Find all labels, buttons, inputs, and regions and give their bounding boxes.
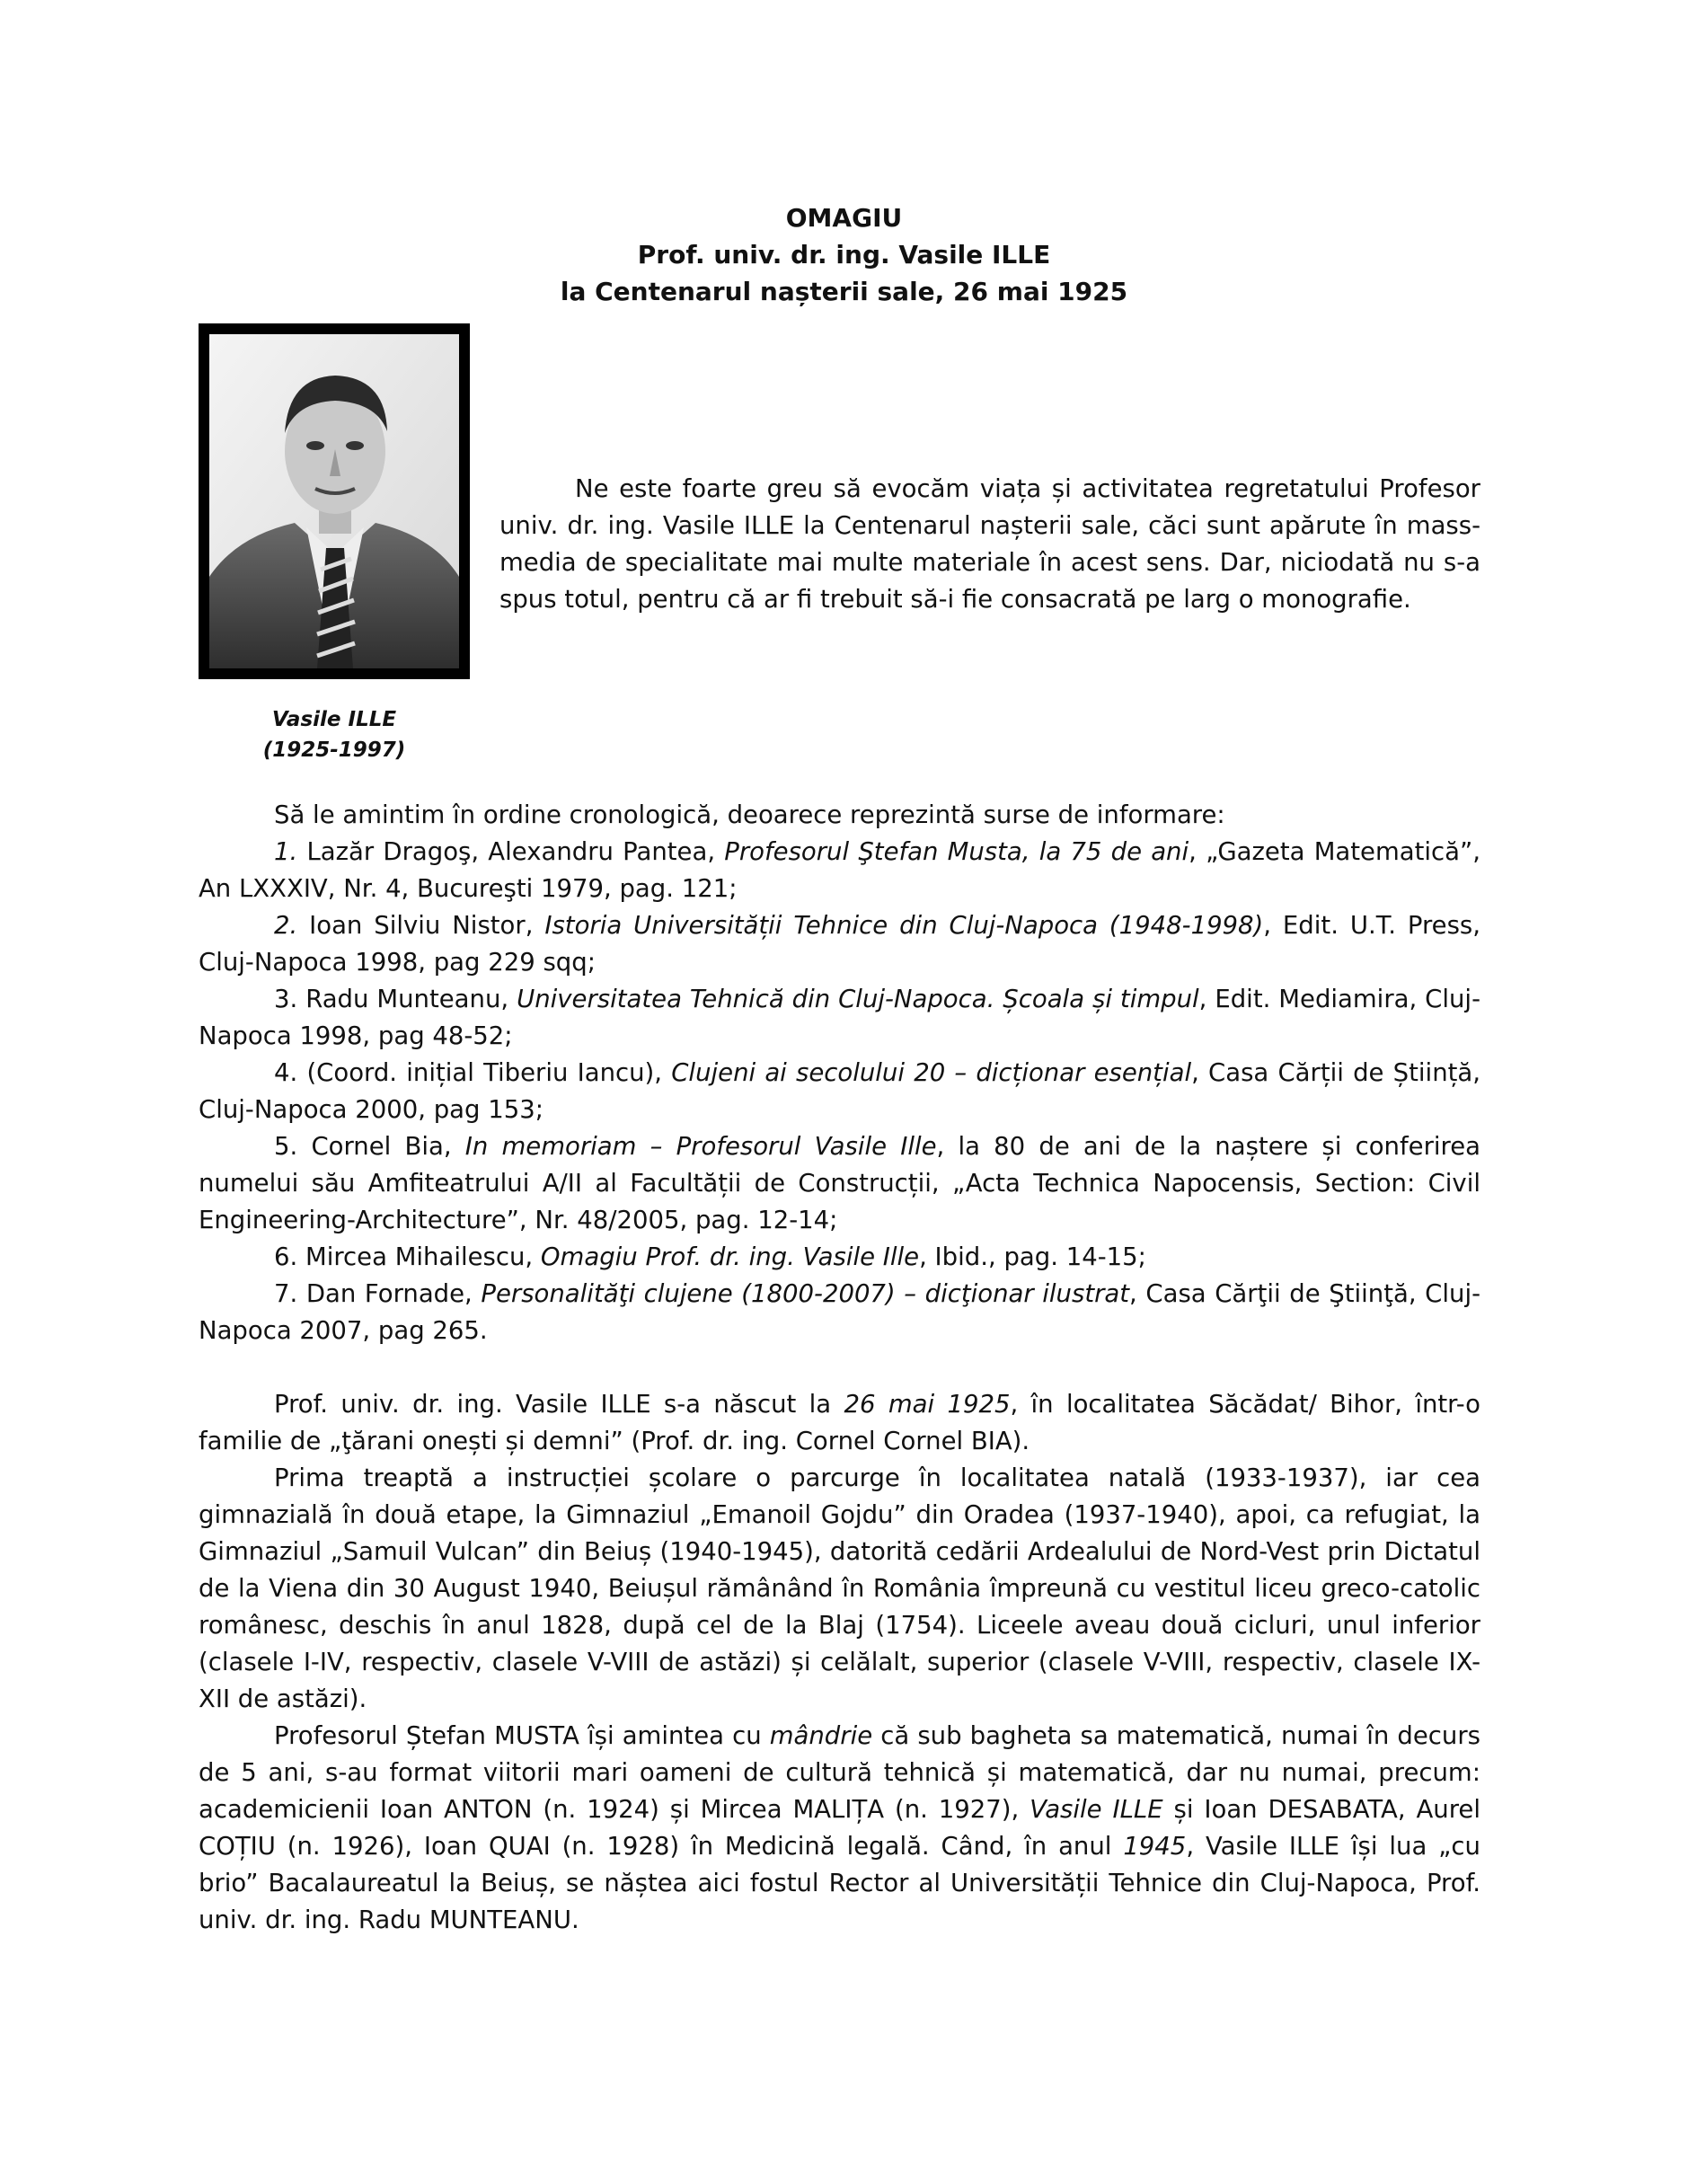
source-details: , Casa Cărții de Știință, Cluj-Napoca 2000, pag 153; <box>199 1058 1481 1124</box>
source-authors: Radu Munteanu, <box>297 985 517 1013</box>
bio-paragraph-1 <box>199 1386 1480 1460</box>
page-title <box>0 199 1688 310</box>
source-number: 2. <box>274 911 298 940</box>
bio-emphasis: 1945 <box>1123 1832 1187 1861</box>
source-title: Clujeni ai secolului 20 – dicționar esențial <box>671 1058 1192 1087</box>
source-item <box>199 907 1480 981</box>
source-title: In memoriam – Profesorul Vasile Ille <box>464 1132 937 1161</box>
bio-text: , Vasile ILLE își lua „cu brio” Bacalaureatul la Beiuș, se năștea aici fostul Rector al Universității Tehnice din Cluj-Napoca, Prof. univ. dr. ing. Radu MUNTEANU. <box>199 1832 1480 1934</box>
source-number: 5. <box>274 1132 298 1161</box>
bio-paragraph-2: Prima treaptă a instrucției școlare o parcurge în localitatea natală (1933-1937), iar cea gimnazială în două etape, la Gimnaziul „Emanoil Gojdu” din Oradea (1937-1940), apoi, ca refugiat, la Gimnaziul „Samuil Vulcan” din Beiuș (1940-1945), datorită cedării Ardealului de Nord-Vest prin Dictatul de la Viena din 30 August 1940, Beiușul rămânând în România împreună cu vestitul liceu greco-catolic românesc, deschis în anul 1828, după cel de la Blaj (1754). Liceele aveau două cicluri, unul inferior (clasele I-IV, respectiv, clasele V-VIII de astăzi) și celălalt, superior (clasele V-VIII, respectiv, clasele IX-XII de astăzi). <box>199 1463 1480 1713</box>
title-name: Prof. univ. dr. ing. Vasile ILLE <box>637 240 1051 270</box>
bio-text: , în localitatea Săcădat/ Bihor, într-o familie de „ţărani onești și demni” (Prof. dr. ing. Cornel Cornel BIA). <box>199 1390 1480 1455</box>
source-details: , Edit. U.T. Press, Cluj-Napoca 1998, pag 229 sqq; <box>199 911 1480 977</box>
title-omagiu: OMAGIU <box>785 203 903 233</box>
source-authors: Mircea Mihailescu, <box>297 1242 541 1271</box>
source-item <box>199 981 1480 1055</box>
source-title: Profesorul Ştefan Musta, la 75 de ani <box>724 837 1189 866</box>
source-number: 3. <box>274 985 298 1013</box>
source-details: , „Gazeta Matematică”, An LXXXIV, Nr. 4, Bucureşti 1979, pag. 121; <box>199 837 1480 903</box>
sources-lead: Să le amintim în ordine cronologică, deoarece reprezintă surse de informare: <box>274 800 1225 829</box>
bio-text: Profesorul Ștefan MUSTA își amintea cu <box>274 1721 770 1750</box>
sources-list <box>199 834 1480 1349</box>
source-number: 6. <box>274 1242 298 1271</box>
intro-text: Ne este foarte greu să evocăm viața și activitatea regretatului Profesor univ. dr. ing. Vasile ILLE la Centenarul nașterii sale, căci sunt apărute în mass-media de specialitate mai multe materiale în acest sens. Dar, niciodată nu s-a spus totul, pentru că ar fi trebuit să-i fie consacrată pe larg o monografie. <box>499 474 1480 614</box>
source-number: 1. <box>274 837 298 866</box>
source-item <box>199 1128 1480 1239</box>
source-authors: Cornel Bia, <box>297 1132 465 1161</box>
source-authors: Ioan Silviu Nistor, <box>297 911 545 940</box>
source-number: 7. <box>274 1279 298 1308</box>
source-number: 4. <box>274 1058 298 1087</box>
main-body <box>199 797 1480 1939</box>
bio-paragraph-3 <box>199 1718 1480 1939</box>
bio-emphasis: 26 mai 1925 <box>844 1390 1011 1419</box>
source-title: Istoria Universității Tehnice din Cluj-Napoca (1948-1998) <box>544 911 1264 940</box>
source-title: Omagiu Prof. dr. ing. Vasile Ille <box>540 1242 920 1271</box>
source-item <box>199 1239 1480 1276</box>
bio-emphasis: Vasile ILLE <box>1030 1795 1163 1824</box>
bio-text: Prof. univ. dr. ing. Vasile ILLE s-a născut la <box>274 1390 844 1419</box>
bio-emphasis: mândrie <box>769 1721 873 1750</box>
caption-name: Vasile ILLE <box>271 708 397 731</box>
source-item <box>199 1055 1480 1128</box>
source-authors: (Coord. inițial Tiberiu Iancu), <box>297 1058 672 1087</box>
portrait-photo <box>199 323 470 679</box>
source-item <box>199 834 1480 907</box>
portrait-image <box>209 334 459 668</box>
intro-paragraph <box>499 471 1480 618</box>
source-title: Universitatea Tehnică din Cluj-Napoca. Școala și timpul <box>517 985 1199 1013</box>
source-details: , Casa Cărţii de Ştiinţă, Cluj-Napoca 2007, pag 265. <box>199 1279 1481 1345</box>
source-item <box>199 1276 1480 1349</box>
title-occasion: la Centenarul nașterii sale, 26 mai 1925 <box>560 277 1128 306</box>
bio-text: că sub bagheta sa matematică, numai în decurs de 5 ani, s-au format viitorii mari oameni de cultură tehnică și matematică, dar nu numai, precum: academicienii Ioan ANTON (n. 1924) și Mircea MALIȚA (n. 1927), <box>199 1721 1480 1824</box>
source-authors: Lazăr Dragoş, Alexandru Pantea, <box>297 837 725 866</box>
source-details: , la 80 de ani de la naștere și conferirea numelui său Amfiteatrului A/II al Facultății de Construcții, „Acta Technica Napocensis, Section: Civil Engineering-Architecture”, Nr. 48/2005, pag. 12-14; <box>199 1132 1480 1234</box>
caption-years: (1925-1997) <box>262 738 406 762</box>
bio-text: și Ioan DESABATA, Aurel COȚIU (n. 1926), Ioan QUAI (n. 1928) în Medicină legală. Când, în anul <box>199 1795 1480 1861</box>
portrait-caption <box>199 704 470 765</box>
source-authors: Dan Fornade, <box>297 1279 482 1308</box>
source-title: Personalităţi clujene (1800-2007) – dicţionar ilustrat <box>481 1279 1130 1308</box>
source-details: , Edit. Mediamira, Cluj-Napoca 1998, pag 48-52; <box>199 985 1480 1050</box>
source-details: , Ibid., pag. 14-15; <box>919 1242 1146 1271</box>
